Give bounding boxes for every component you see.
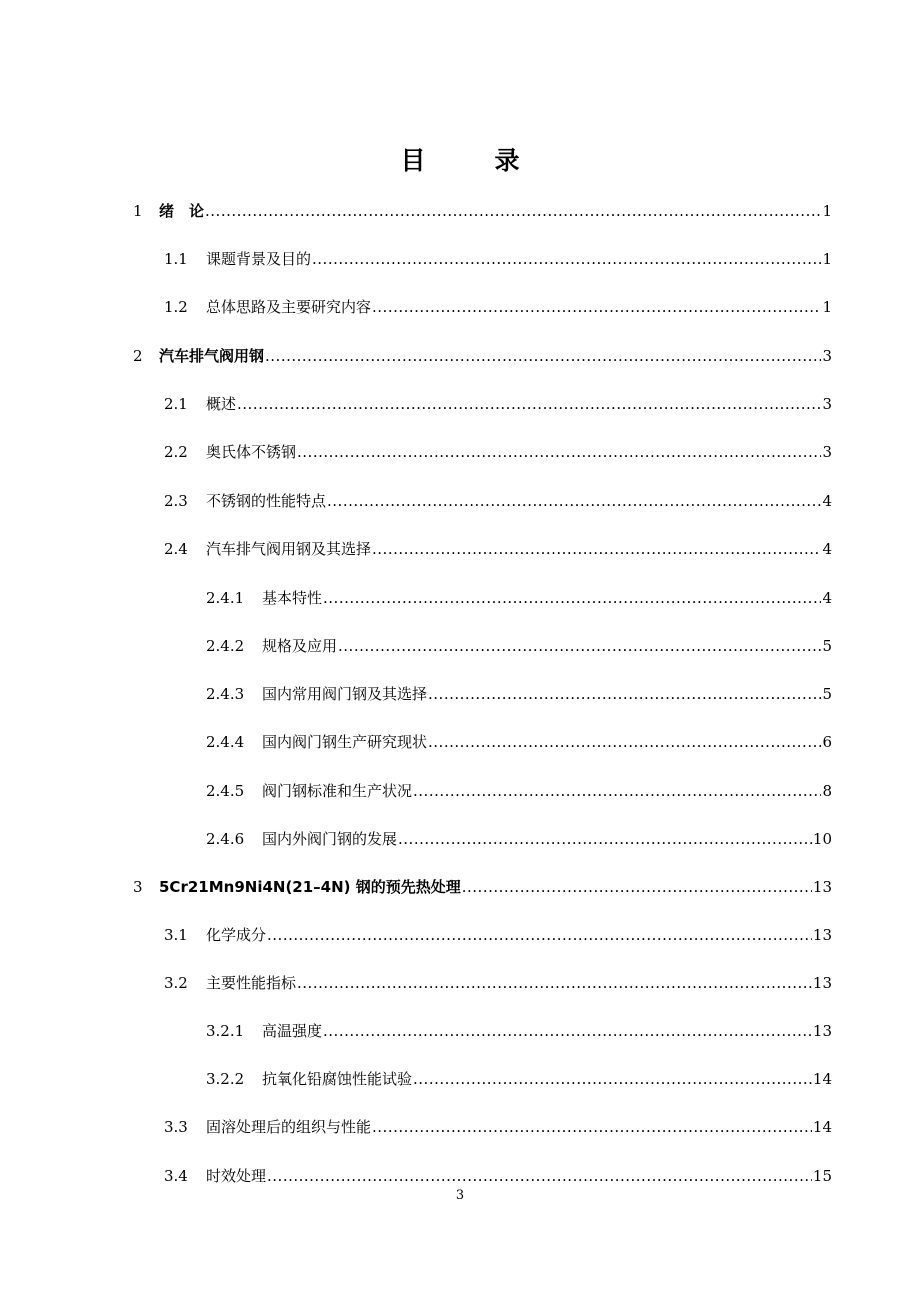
toc-entry-title: 规格及应用 (262, 637, 338, 655)
toc-dot-leader (398, 827, 812, 851)
toc-dot-leader (323, 586, 821, 610)
toc-entry[interactable] (164, 392, 832, 416)
toc-entry-title: 国内常用阀门钢及其选择 (262, 685, 428, 703)
toc-dot-leader (237, 392, 821, 416)
toc-entry-page: 4 (822, 540, 832, 558)
toc-entry-number: 3.2.2 (206, 1070, 245, 1088)
toc-entry-title: 固溶处理后的组织与性能 (206, 1118, 372, 1136)
toc-entry-title: 5Cr21Mn9Ni4N(21–4N) 钢的预先热处理 (159, 878, 461, 896)
toc-dot-leader (372, 537, 821, 561)
toc-entry-number: 2.4.6 (206, 830, 245, 848)
toc-entry-page: 3 (822, 347, 832, 365)
toc-entry-title: 阀门钢标准和生产状况 (262, 782, 413, 800)
toc-entry-number: 2.4.2 (206, 637, 245, 655)
toc-entry-number: 3.2 (164, 974, 188, 992)
toc-entry-page: 5 (822, 685, 832, 703)
toc-entry-number: 2.4.1 (206, 589, 245, 607)
toc-entry-title: 绪 论 (159, 202, 205, 220)
page-footer-number: 3 (455, 1188, 465, 1203)
toc-dot-leader (372, 1115, 812, 1139)
toc-entry-page: 4 (822, 589, 832, 607)
toc-dot-leader (428, 682, 821, 706)
toc-entry[interactable] (164, 923, 832, 947)
toc-entry[interactable] (164, 295, 832, 319)
toc-dot-leader (338, 634, 821, 658)
toc-entry-title: 国内阀门钢生产研究现状 (262, 733, 428, 751)
toc-entry[interactable] (133, 199, 832, 223)
toc-dot-leader (323, 1019, 812, 1043)
toc-entry-page: 5 (822, 637, 832, 655)
toc-entry[interactable] (206, 779, 832, 803)
toc-entry-page: 6 (822, 733, 832, 751)
toc-entry-page: 3 (822, 443, 832, 461)
toc-dot-leader (413, 779, 821, 803)
toc-entry-title: 化学成分 (206, 926, 267, 944)
toc-entry-number: 2.3 (164, 492, 188, 510)
toc-entry[interactable] (206, 827, 832, 851)
toc-entry-page: 13 (812, 878, 832, 896)
toc-dot-leader (267, 1164, 812, 1188)
toc-entry-title: 汽车排气阀用钢及其选择 (206, 540, 372, 558)
toc-entry[interactable] (206, 1019, 832, 1043)
toc-entry-title: 概述 (206, 395, 237, 413)
toc-entry[interactable] (206, 1067, 832, 1091)
toc-entry-title: 国内外阀门钢的发展 (262, 830, 398, 848)
toc-entry-number: 3 (133, 878, 143, 896)
toc-entry-page: 13 (812, 926, 832, 944)
toc-entry-number: 1 (133, 202, 143, 220)
toc-entry[interactable] (164, 247, 832, 271)
toc-entry-number: 3.3 (164, 1118, 188, 1136)
toc-entry-page: 10 (812, 830, 832, 848)
toc-entry[interactable] (164, 971, 832, 995)
toc-entry-page: 1 (822, 298, 832, 316)
toc-entry-number: 1.1 (164, 250, 188, 268)
toc-dot-leader (372, 295, 821, 319)
toc-entry-title: 时效处理 (206, 1167, 267, 1185)
toc-entry-number: 3.2.1 (206, 1022, 245, 1040)
toc-entry[interactable] (206, 586, 832, 610)
toc-entry[interactable] (133, 875, 832, 899)
toc-entry[interactable] (206, 682, 832, 706)
toc-entry[interactable] (164, 1115, 832, 1139)
toc-entry-title: 抗氧化铅腐蚀性能试验 (262, 1070, 413, 1088)
toc-entry-number: 3.4 (164, 1167, 188, 1185)
toc-entry[interactable] (206, 634, 832, 658)
toc-entry[interactable] (164, 1164, 832, 1188)
toc-entry[interactable] (206, 730, 832, 754)
toc-dot-leader (327, 489, 821, 513)
toc-dot-leader (267, 923, 812, 947)
toc-entry-title: 汽车排气阀用钢 (159, 347, 265, 365)
toc-entry-number: 2.4.4 (206, 733, 245, 751)
toc-entry-page: 4 (822, 492, 832, 510)
toc-entry-title: 课题背景及目的 (206, 250, 312, 268)
toc-entry[interactable] (164, 489, 832, 513)
toc-entry-number: 1.2 (164, 298, 188, 316)
toc-entry-title: 总体思路及主要研究内容 (206, 298, 372, 316)
toc-entry-page: 1 (822, 250, 832, 268)
toc-entry-number: 2.2 (164, 443, 188, 461)
toc-dot-leader (265, 344, 821, 368)
toc-entry-page: 14 (812, 1070, 832, 1088)
toc-entry-title: 基本特性 (262, 589, 323, 607)
toc-dot-leader (462, 875, 812, 899)
toc-dot-leader (297, 440, 821, 464)
toc-entry-title: 主要性能指标 (206, 974, 297, 992)
toc-entry-title: 奥氏体不锈钢 (206, 443, 297, 461)
toc-entry[interactable] (164, 537, 832, 561)
toc-entry-number: 2.4.3 (206, 685, 245, 703)
toc-dot-leader (312, 247, 821, 271)
toc-entry[interactable] (133, 344, 832, 368)
toc-entry-number: 2.1 (164, 395, 188, 413)
toc-entry-page: 13 (812, 1022, 832, 1040)
toc-entry-page: 3 (822, 395, 832, 413)
toc-entry-page: 8 (822, 782, 832, 800)
toc-entry-number: 3.1 (164, 926, 188, 944)
toc-entry-number: 2 (133, 347, 143, 365)
page-title: 目 录 (400, 146, 542, 175)
toc-entry-page: 13 (812, 974, 832, 992)
toc-entry-page: 15 (812, 1167, 832, 1185)
toc-dot-leader (205, 199, 821, 223)
toc-entry-title: 不锈钢的性能特点 (206, 492, 327, 510)
toc-entry-page: 1 (822, 202, 832, 220)
toc-dot-leader (413, 1067, 812, 1091)
toc-dot-leader (297, 971, 812, 995)
toc-entry[interactable] (164, 440, 832, 464)
toc-entry-title: 高温强度 (262, 1022, 323, 1040)
toc-entry-number: 2.4 (164, 540, 188, 558)
toc-entry-number: 2.4.5 (206, 782, 245, 800)
toc-dot-leader (428, 730, 821, 754)
toc-entry-page: 14 (812, 1118, 832, 1136)
